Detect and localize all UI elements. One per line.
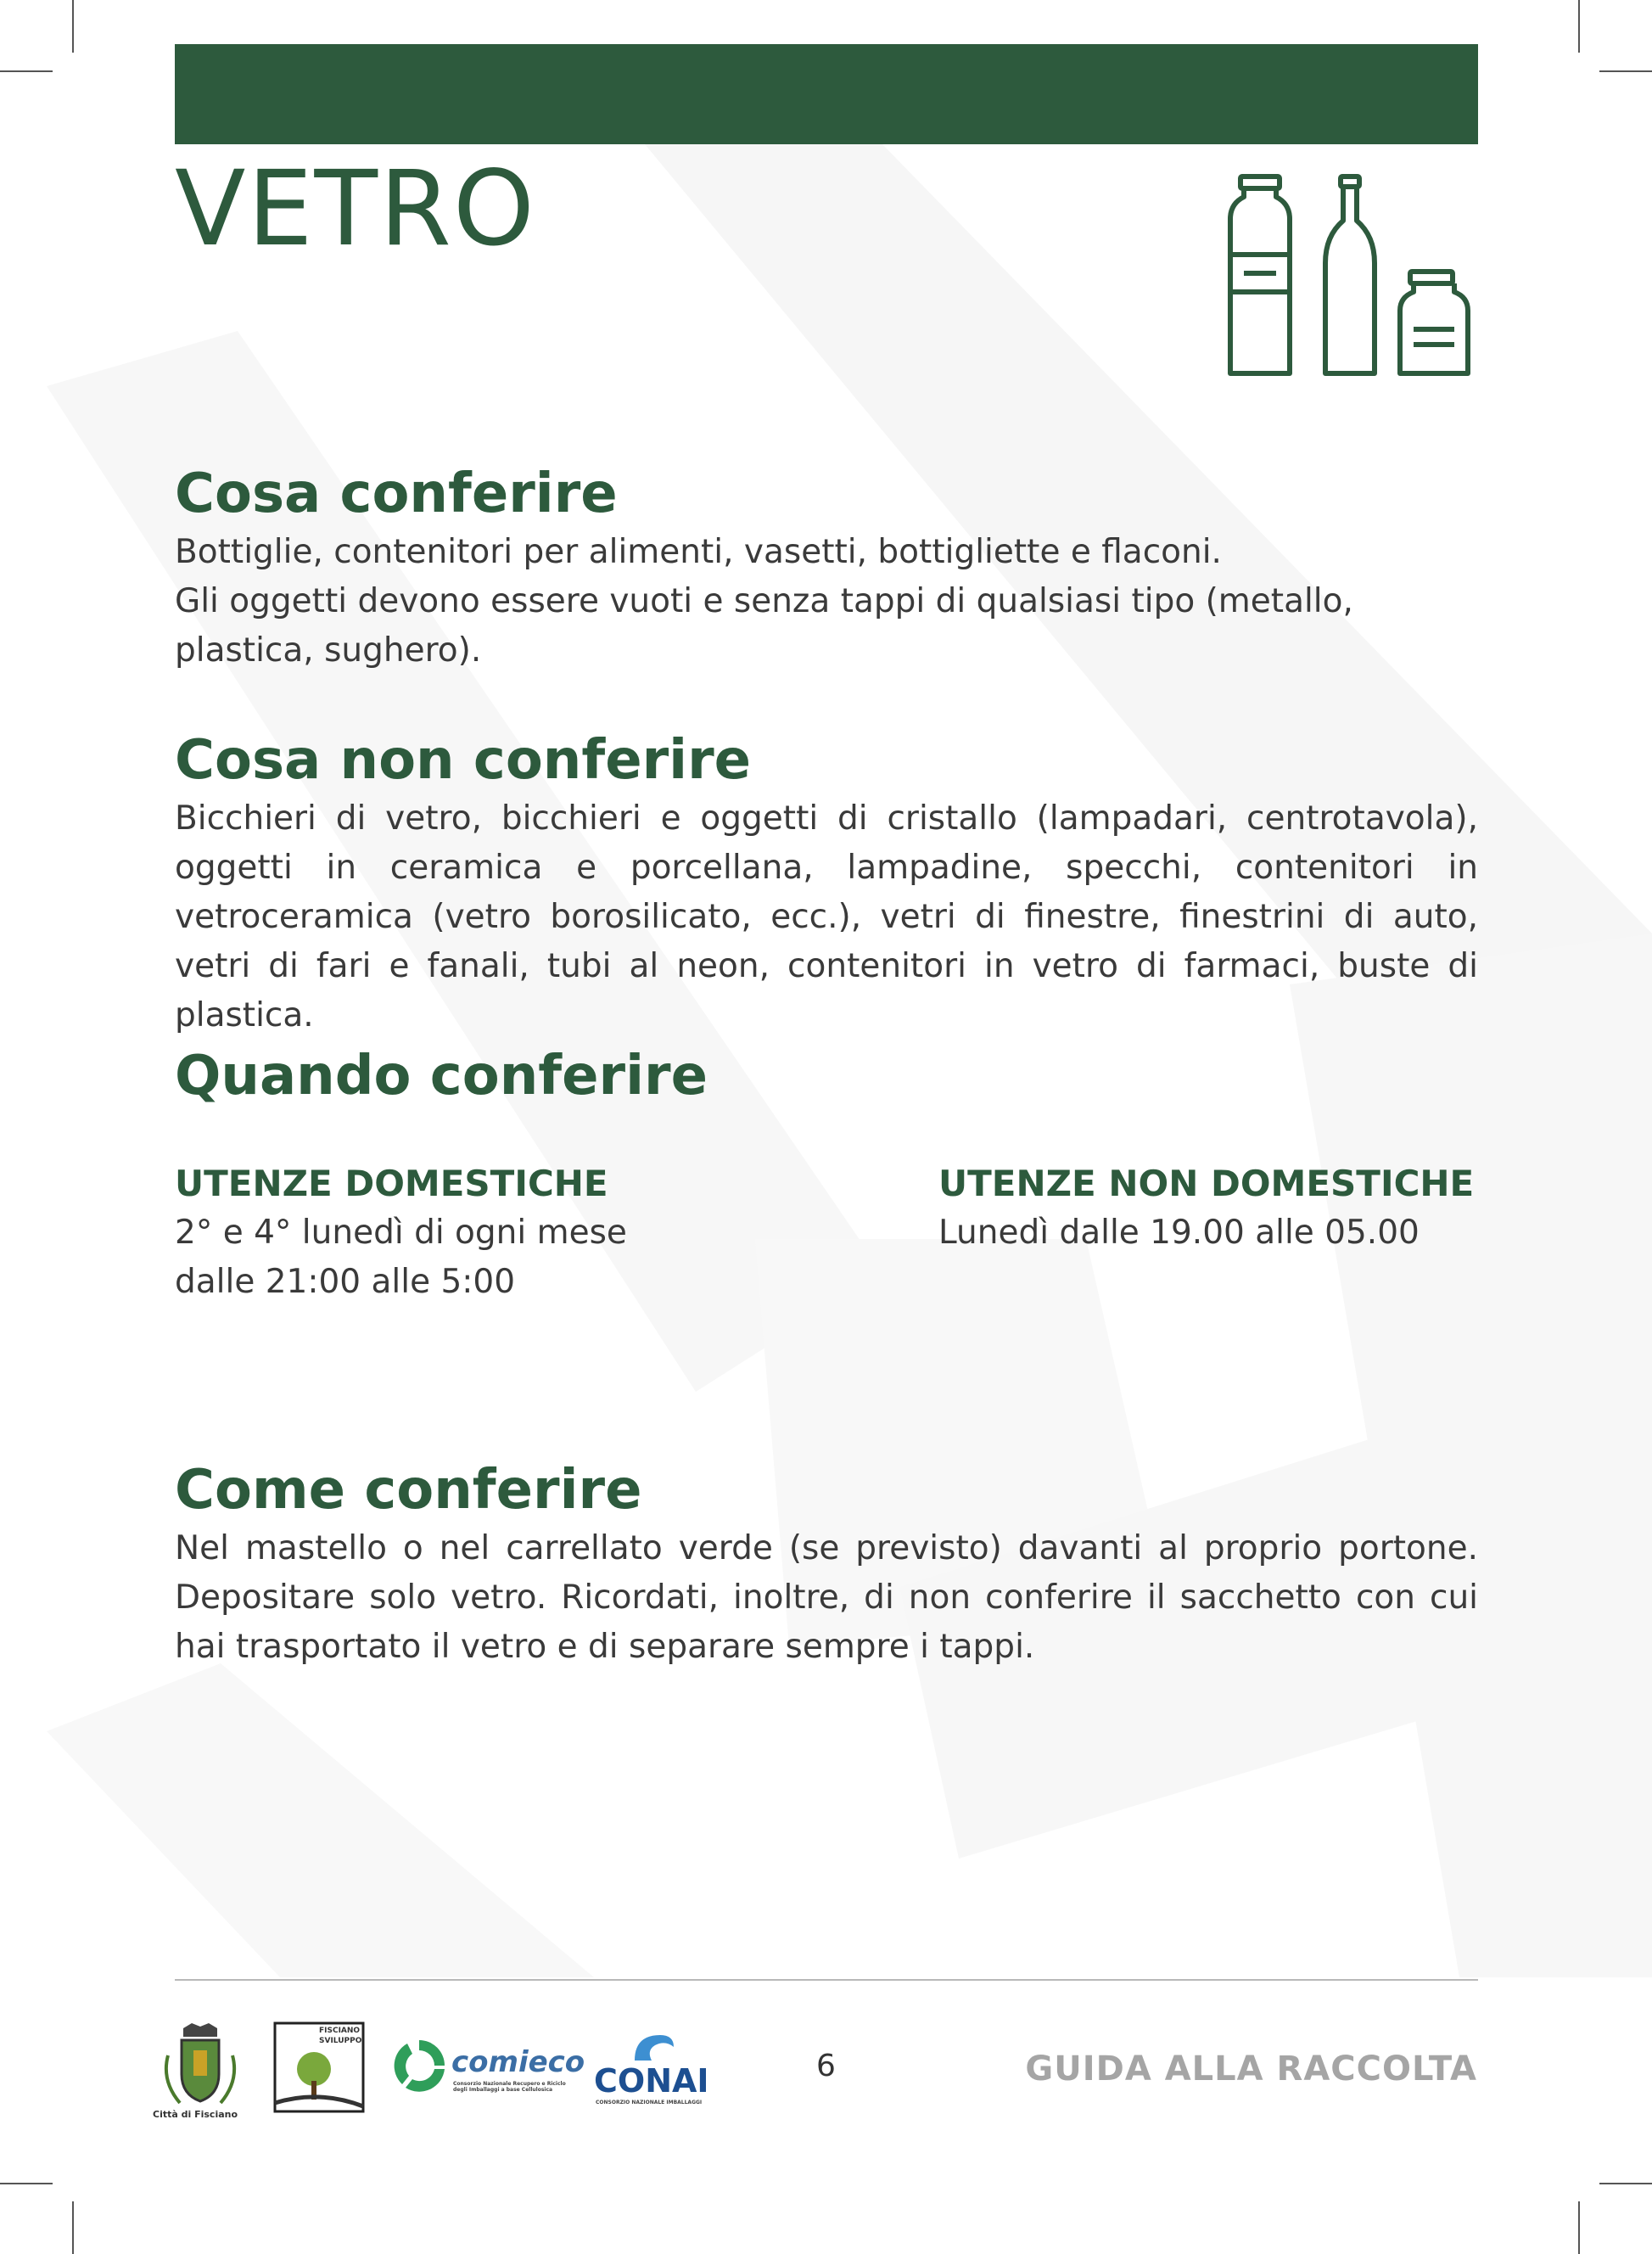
section-heading-quando-conferire: Quando conferire	[175, 1045, 708, 1107]
glass-bottle-icon	[1230, 177, 1290, 373]
utenze-non-domestiche-heading: UTENZE NON DOMESTICHE	[938, 1163, 1475, 1204]
utenze-domestiche-schedule	[175, 1208, 627, 1307]
header-bar	[175, 44, 1478, 144]
conai-wave-icon	[628, 2030, 679, 2064]
crop-mark	[1578, 2201, 1580, 2254]
crop-mark	[1599, 2183, 1652, 2184]
glass-containers-illustration	[1222, 170, 1485, 382]
crop-mark	[1578, 0, 1580, 53]
citta-di-fisciano-logo	[149, 2021, 251, 2123]
crop-mark	[0, 2183, 53, 2184]
come-conferire-text: Nel mastello o nel carrellato verde (se previsto) davanti al proprio portone. Depositare solo vetro. Ricordati, inoltre, di non conferire il sacchetto con cui hai trasportato il vetro e di separare sempre i tappi.	[175, 1529, 1478, 1666]
comieco-wordmark: comieco	[451, 2045, 585, 2079]
crop-mark	[72, 0, 74, 53]
section-heading-come-conferire: Come conferire	[175, 1459, 642, 1522]
cosa-conferire-text	[175, 528, 1478, 676]
cosa-non-conferire-text: Bicchieri di vetro, bicchieri e oggetti di cristallo (lampadari, centrotavola), oggetti in ceramica e porcellana, lampadine, specchi, contenitori in vetroceramica (vetro borosilicato, ecc.), vetri di finestre, finestrini di auto, vetri di fari e fanali, tubi al neon, contenitori in vetro di farmaci, buste di plastica.	[175, 799, 1478, 1034]
page-number: 6	[816, 2049, 836, 2083]
utenze-non-domestiche-hours: Lunedì dalle 19.00 alle 05.00	[938, 1214, 1420, 1252]
fisciano-sviluppo-label-2: SVILUPPO	[319, 2037, 362, 2045]
crop-mark	[72, 2201, 74, 2254]
section-heading-cosa-conferire: Cosa conferire	[175, 463, 618, 525]
comieco-tagline: Consorzio Nazionale Recupero e Riciclo degli Imballaggi a base Cellulosica	[453, 2081, 566, 2093]
fisciano-sviluppo-logo	[273, 2021, 365, 2113]
crop-mark	[1599, 70, 1652, 72]
footer-title: GUIDA ALLA RACCOLTA	[1025, 2049, 1477, 2089]
cosa-conferire-line: Bottiglie, contenitori per alimenti, vasetti, bottigliette e flaconi.	[175, 533, 1222, 571]
section-heading-cosa-non-conferire: Cosa non conferire	[175, 729, 752, 792]
fisciano-sviluppo-label-1: FISCIANO	[319, 2027, 361, 2035]
conai-tagline: CONSORZIO NAZIONALE IMBALLAGGI	[596, 2100, 703, 2105]
glass-jar-icon	[1400, 272, 1468, 373]
wine-bottle-icon	[1325, 177, 1375, 373]
comieco-recycle-icon	[389, 2035, 450, 2096]
utenze-non-domestiche-schedule	[938, 1208, 1420, 1258]
utenze-domestiche-days: 2° e 4° lunedì di ogni mese	[175, 1214, 627, 1252]
utenze-domestiche-hours: dalle 21:00 alle 5:00	[175, 1263, 516, 1301]
utenze-domestiche-heading: UTENZE DOMESTICHE	[175, 1163, 608, 1204]
page-title: VETRO	[175, 149, 536, 269]
conai-wordmark: CONAI	[594, 2062, 709, 2100]
citta-di-fisciano-label: Città di Fisciano	[153, 2109, 238, 2120]
footer-divider	[175, 1979, 1478, 1981]
crop-mark	[0, 70, 53, 72]
cosa-conferire-line: Gli oggetti devono essere vuoti e senza tappi di qualsiasi tipo (metallo, plastica, sughero).	[175, 582, 1353, 670]
